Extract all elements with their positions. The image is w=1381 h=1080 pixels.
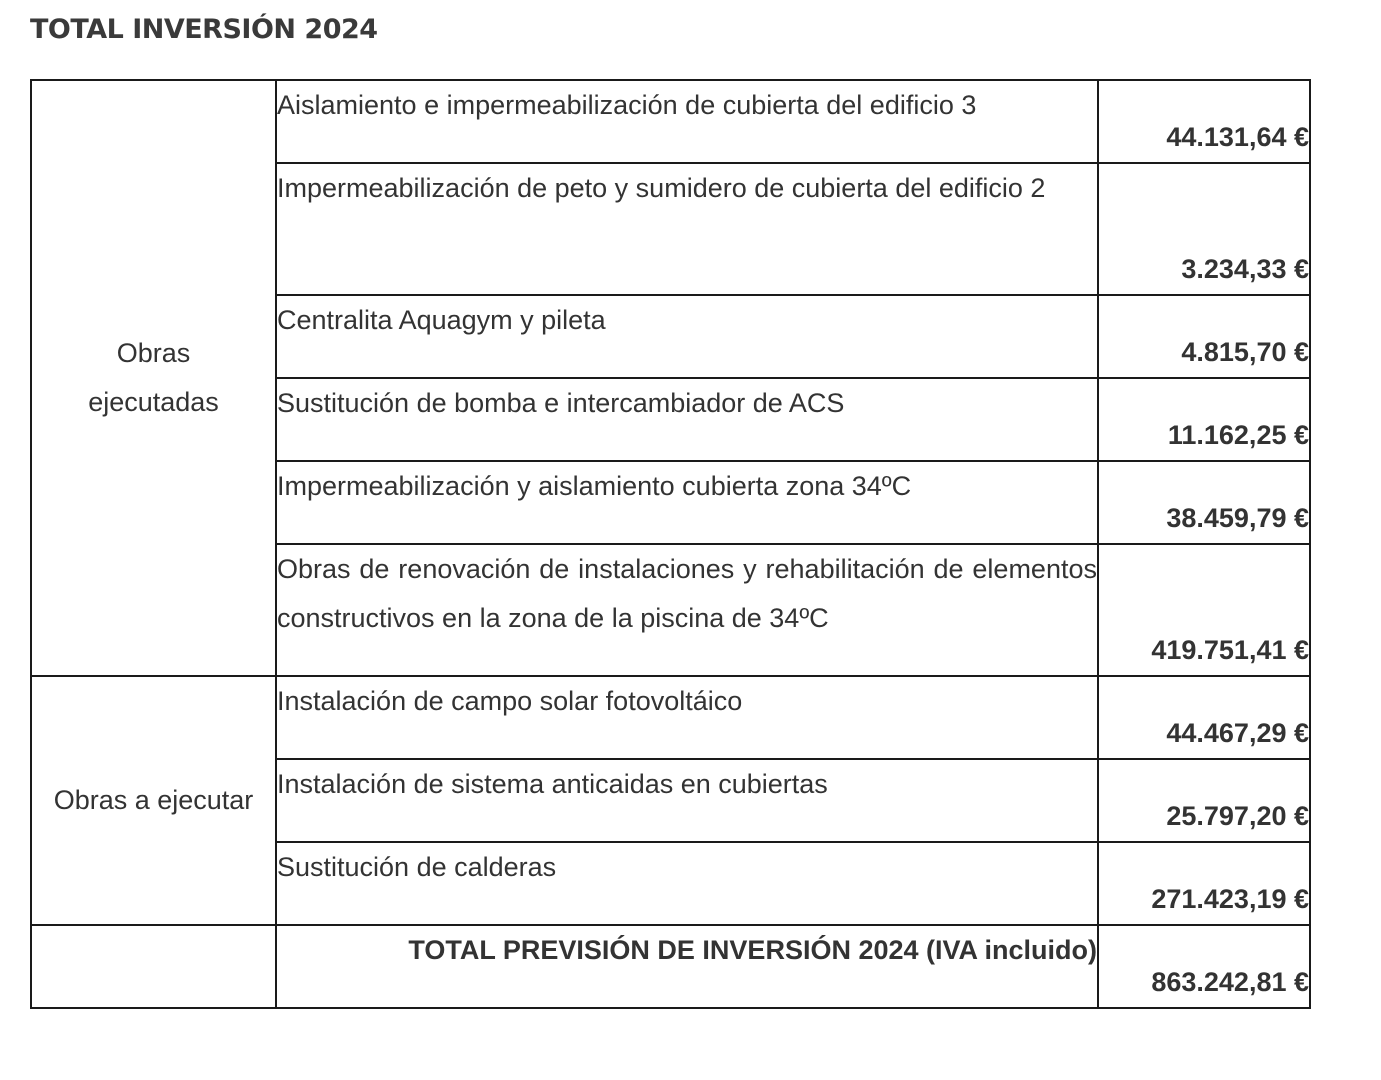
item-description: Centralita Aquagym y pileta	[276, 295, 1098, 378]
total-row	[31, 925, 1310, 1008]
item-description: Sustitución de bomba e intercambiador de ACS	[276, 378, 1098, 461]
group-cell-executed	[31, 80, 276, 676]
group-label: Obras a ejecutar	[53, 785, 254, 815]
table-row	[31, 80, 1310, 163]
table-row	[31, 676, 1310, 759]
total-amount: 863.242,81 €	[1098, 925, 1310, 1008]
item-description: Instalación de sistema anticaidas en cubiertas	[276, 759, 1098, 842]
item-description: Sustitución de calderas	[276, 842, 1098, 925]
item-amount: 25.797,20 €	[1098, 759, 1310, 842]
item-amount: 11.162,25 €	[1098, 378, 1310, 461]
item-amount: 44.467,29 €	[1098, 676, 1310, 759]
item-amount: 271.423,19 €	[1098, 842, 1310, 925]
item-description: Obras de renovación de instalaciones y rehabilitación de elementos constructivos en la zona de la piscina de 34ºC	[276, 544, 1098, 676]
investment-table	[30, 79, 1311, 1009]
item-description: Impermeabilización de peto y sumidero de cubierta del edificio 2	[276, 163, 1098, 295]
item-amount: 4.815,70 €	[1098, 295, 1310, 378]
item-description: Instalación de campo solar fotovoltáico	[276, 676, 1098, 759]
item-description: Aislamiento e impermeabilización de cubierta del edificio 3	[276, 80, 1098, 163]
total-label: TOTAL PREVISIÓN DE INVERSIÓN 2024 (IVA incluido)	[276, 925, 1098, 1008]
item-amount: 3.234,33 €	[1098, 163, 1310, 295]
group-label: Obras ejecutadas	[88, 338, 219, 417]
page-title: TOTAL INVERSIÓN 2024	[30, 14, 378, 45]
group-cell-planned	[31, 676, 276, 925]
item-amount: 44.131,64 €	[1098, 80, 1310, 163]
item-amount: 38.459,79 €	[1098, 461, 1310, 544]
item-amount: 419.751,41 €	[1098, 544, 1310, 676]
total-empty-cell	[31, 925, 276, 1008]
item-description: Impermeabilización y aislamiento cubierta zona 34ºC	[276, 461, 1098, 544]
